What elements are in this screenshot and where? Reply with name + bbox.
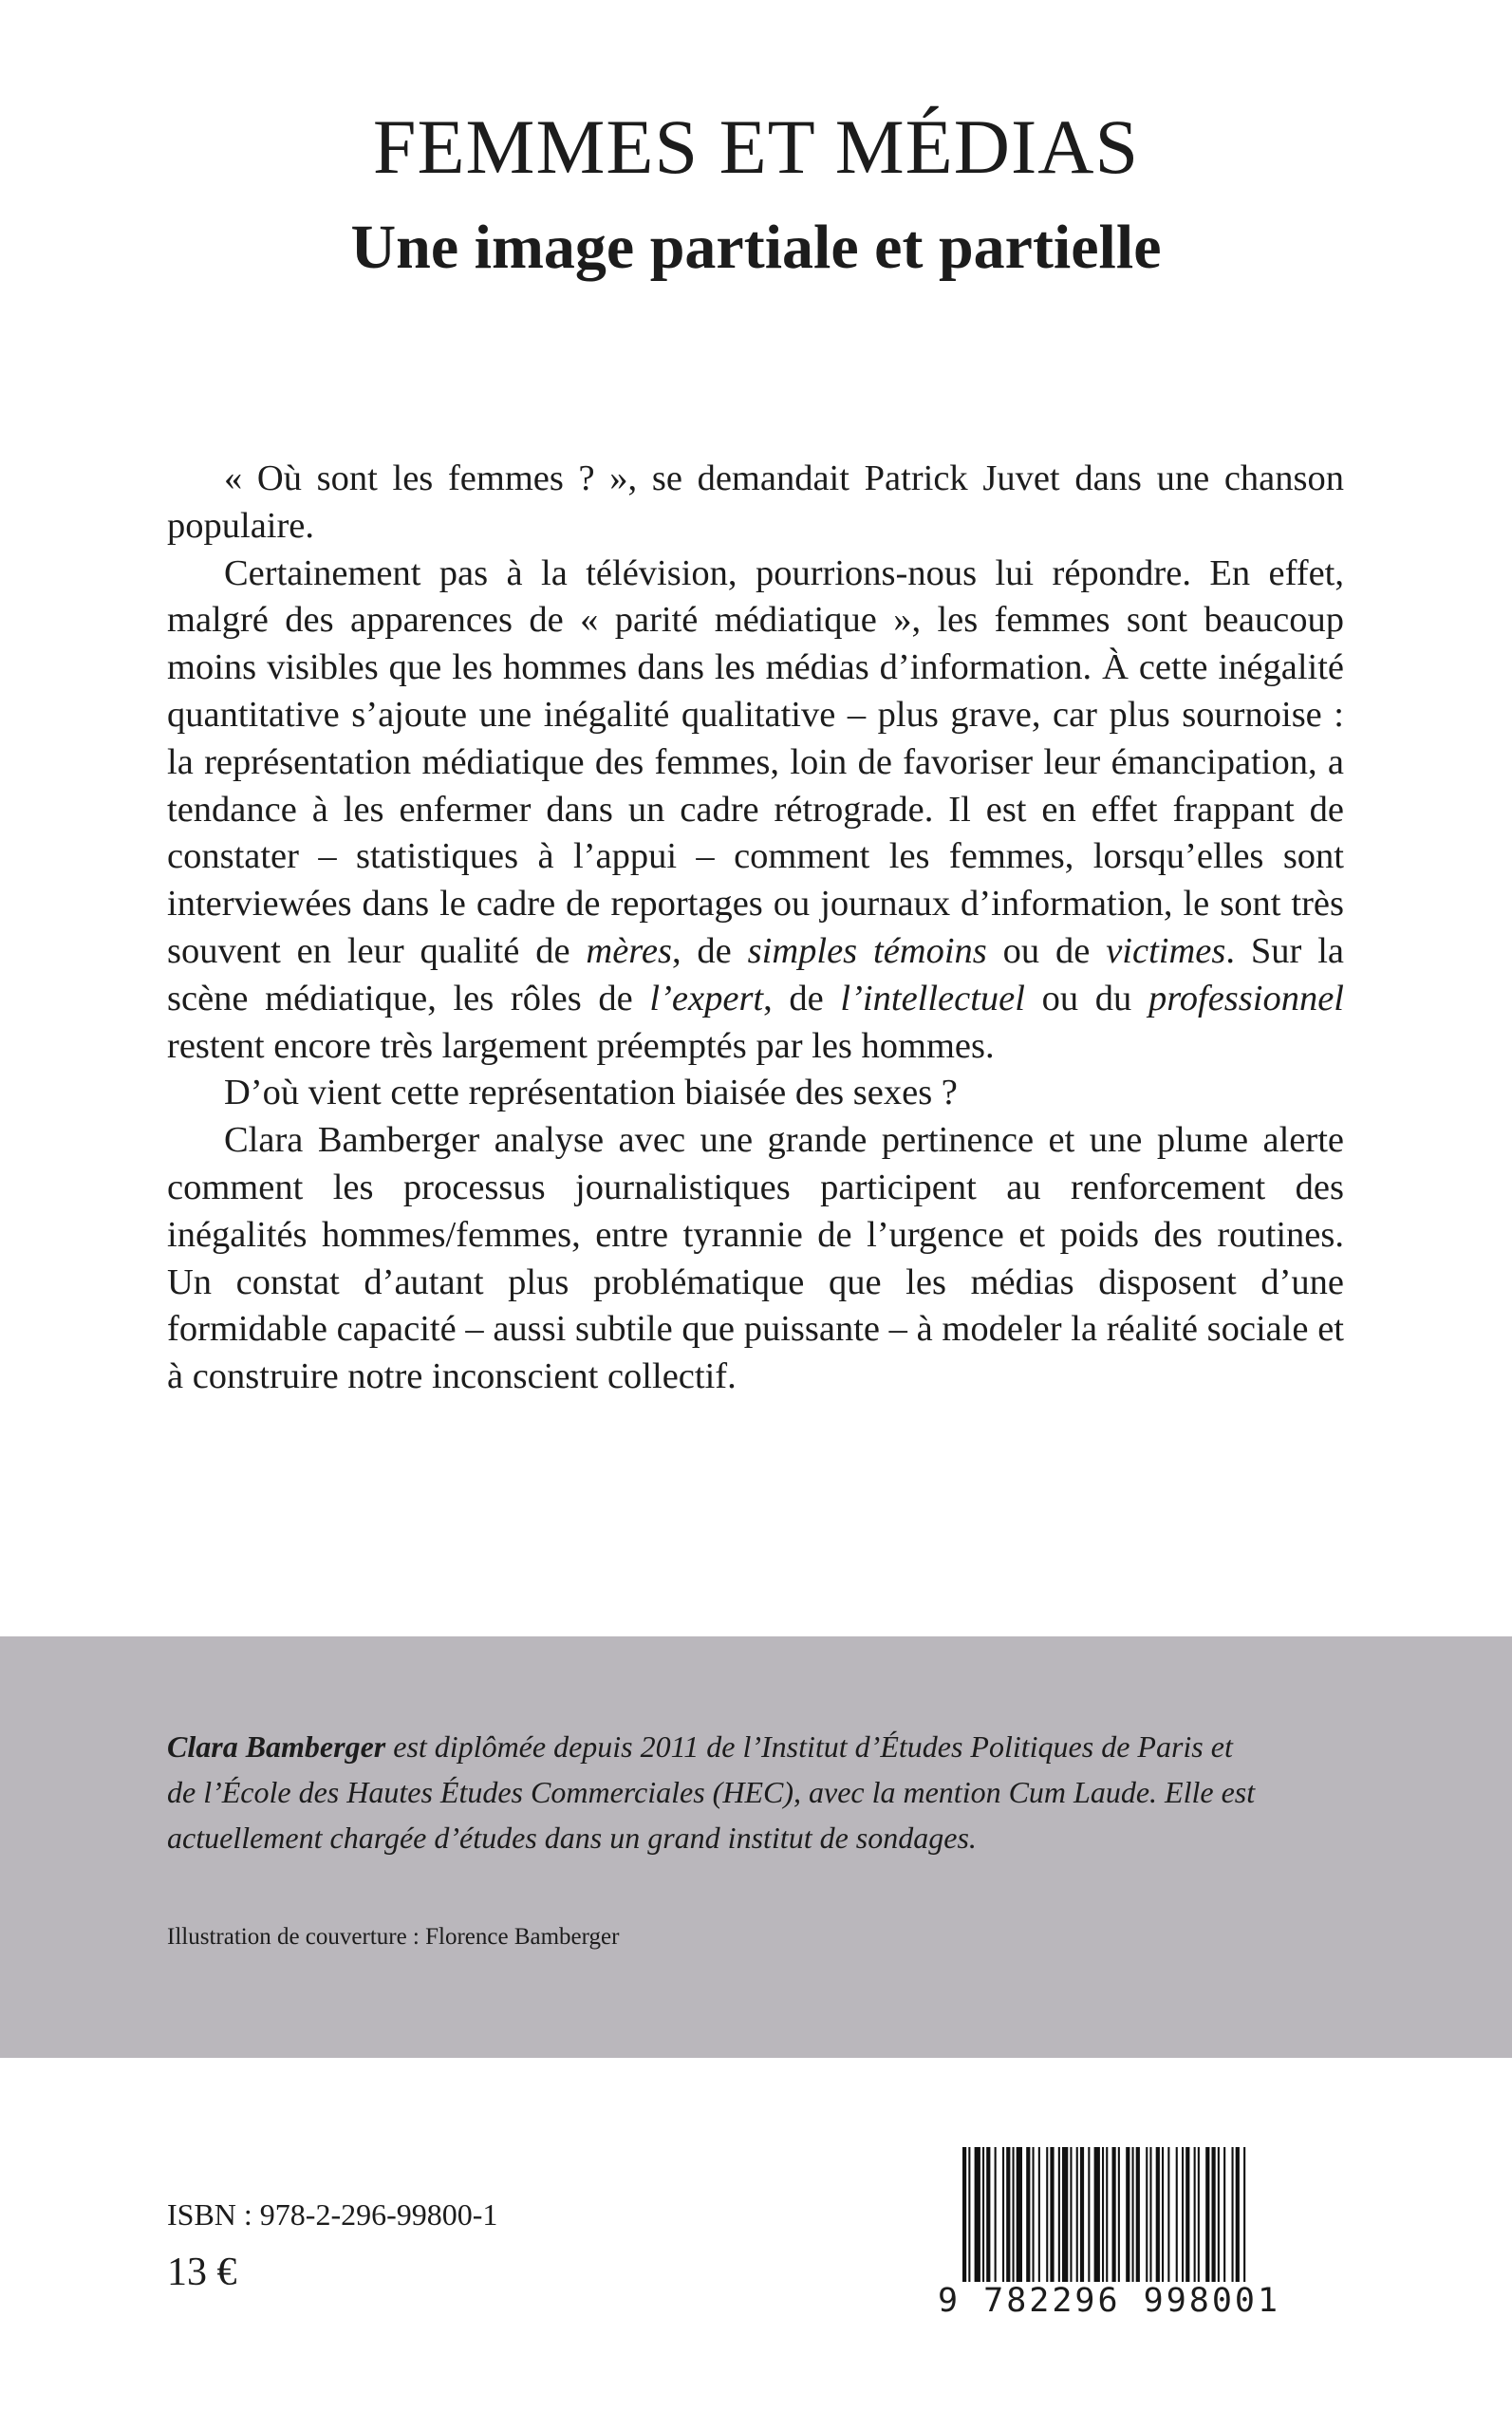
barcode-bar: [1132, 2147, 1134, 2282]
barcode-bar: [1212, 2147, 1216, 2282]
blurb-italic-temoins: simples témoins: [747, 930, 987, 971]
barcode-bar: [1198, 2147, 1200, 2282]
barcode-bar: [1062, 2147, 1068, 2282]
barcode-bar: [1223, 2147, 1225, 2282]
barcode-bar: [1156, 2147, 1160, 2282]
barcode-bar: [1205, 2147, 1209, 2282]
barcode-bar: [1080, 2147, 1084, 2282]
book-title: FEMMES ET MÉDIAS: [372, 103, 1140, 190]
blurb-paragraph-3: D’où vient cette représentation biaisée des sexes ?: [224, 1073, 958, 1113]
blurb-italic-professionnel: professionnel: [1148, 978, 1344, 1018]
blurb-paragraph-2: [167, 551, 1344, 1071]
barcode-bar: [1149, 2147, 1151, 2282]
barcode-bar: [1146, 2147, 1148, 2282]
barcode-bar: [1088, 2147, 1090, 2282]
barcode-bar: [1243, 2147, 1245, 2282]
barcode-bar: [1185, 2147, 1189, 2282]
barcode-bar: [1182, 2147, 1184, 2282]
barcode-bar: [1162, 2147, 1164, 2282]
blurb-italic-victimes: victimes: [1106, 930, 1226, 971]
blurb-text: restent encore très largement préemptés par les hommes.: [167, 1025, 995, 1066]
barcode-digits: 9 782296 998001: [938, 2282, 1281, 2320]
barcode-bar: [1050, 2147, 1054, 2282]
barcode-bar: [1106, 2147, 1108, 2282]
blurb-text: . Sur la scène médiatique, les rôles de: [167, 930, 1344, 1018]
bio-line-2: de l’École des Hautes Études Commerciales (HEC), avec la mention Cum Laude. Elle est: [167, 1775, 1256, 1809]
barcode-bar: [1002, 2147, 1004, 2282]
barcode-bar: [1194, 2147, 1196, 2282]
barcode-bar: [982, 2147, 984, 2282]
barcode-bar: [1017, 2147, 1022, 2282]
bio-line-1: est diplômée depuis 2011 de l’Institut d’Études Politiques de Paris et: [385, 1729, 1233, 1764]
barcode-bar: [1118, 2147, 1120, 2282]
blurb-paragraph-1: « Où sont les femmes ? », se demandait Patrick Juvet dans une chanson populaire.: [167, 458, 1344, 546]
barcode-bar: [1038, 2147, 1040, 2282]
barcode-bar: [962, 2147, 966, 2282]
barcode-bar: [1013, 2147, 1015, 2282]
barcode-bar: [1076, 2147, 1078, 2282]
barcode-bar: [1006, 2147, 1010, 2282]
barcode-bar: [1102, 2147, 1104, 2282]
barcode-bar: [1070, 2147, 1072, 2282]
barcode-bar: [1026, 2147, 1030, 2282]
blurb-text: , de: [763, 978, 841, 1018]
isbn-number: ISBN : 978-2-296-99800-1: [167, 2197, 498, 2232]
barcode-bar: [1094, 2147, 1100, 2282]
blurb-paragraph-4: Clara Bamberger analyse avec une grande pertinence et une plume alerte comment les processus journalistiques participent au renforcement des inégalités hommes/femmes, entre tyrannie de l’urgence et poids des routines. Un constat d’autant plus problématique que les médias disposent d’une formidable capacité – aussi subtile que puissante – à modeler la réalité sociale et à construire notre inconscient collectif.: [167, 1120, 1344, 1397]
back-cover-blurb: [167, 456, 1344, 1401]
barcode-bar: [995, 2147, 997, 2282]
barcode-bar: [1167, 2147, 1169, 2282]
blurb-italic-meres: mères: [586, 930, 672, 971]
barcode-bar: [1236, 2147, 1240, 2282]
barcode-bar: [986, 2147, 990, 2282]
price: 13 €: [167, 2251, 237, 2294]
barcode-bar: [1126, 2147, 1129, 2282]
author-bio: [167, 1724, 1363, 1860]
blurb-italic-intellectuel: l’intellectuel: [840, 978, 1025, 1018]
barcode-bar: [1218, 2147, 1220, 2282]
blurb-text: ou de: [986, 930, 1107, 971]
barcode-bar: [1033, 2147, 1035, 2282]
blurb-italic-expert: l’expert: [649, 978, 764, 1018]
barcode-bar: [1112, 2147, 1116, 2282]
blurb-text: ou du: [1024, 978, 1148, 1018]
barcode-bar: [1136, 2147, 1140, 2282]
barcode-bar: [1046, 2147, 1048, 2282]
barcode-bar: [1058, 2147, 1060, 2282]
blurb-text: , de: [671, 930, 748, 971]
book-subtitle: Une image partiale et partielle: [350, 213, 1162, 282]
barcode-bar: [1176, 2147, 1178, 2282]
cover-illustration-credit: Illustration de couverture : Florence Bamberger: [167, 1924, 620, 1950]
barcode-bar: [968, 2147, 970, 2282]
bio-line-3: actuellement chargée d’études dans un grand institut de sondages.: [167, 1821, 977, 1855]
barcode-bar: [975, 2147, 980, 2282]
barcode-bar: [1232, 2147, 1234, 2282]
blurb-text: Certainement pas à la télévision, pourrions-nous lui répondre. En effet, malgré des apparences de « parité médiatique », les femmes sont beaucoup moins visibles que les hommes dans les médias d’information. À cette inégalité quantitative s’ajoute une inégalité qualitative – plus grave, car plus sournoise : la représentation médiatique des femmes, loin de favoriser leur émancipation, a tendance à les enfermer dans un cadre rétrograde. Il est en effet frappant de constater – statistiques à l’appui – comment les femmes, lorsqu’elles sont interviewées dans le cadre de reportages ou journaux d’information, le sont très souvent en leur qualité de: [167, 552, 1344, 971]
author-name: Clara Bamberger: [167, 1729, 386, 1764]
